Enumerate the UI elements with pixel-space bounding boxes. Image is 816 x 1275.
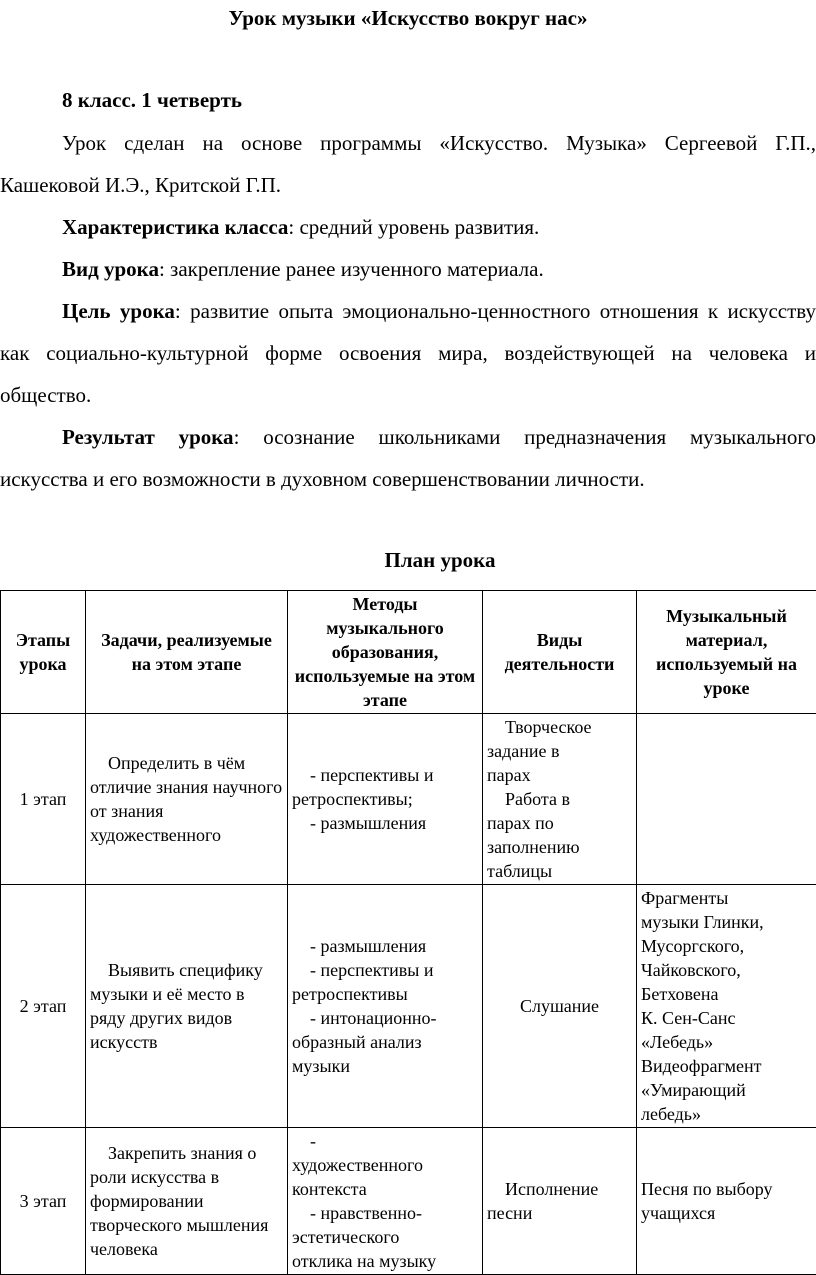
header-tasks: Задачи, реализуемые на этом этапе bbox=[86, 591, 288, 714]
methods-line: - bbox=[292, 1129, 478, 1153]
activities-cell bbox=[483, 714, 637, 885]
material-line: учащихся bbox=[641, 1201, 812, 1225]
page-title: Урок музыки «Искусство вокруг нас» bbox=[0, 6, 816, 31]
activity-line: песни bbox=[487, 1201, 632, 1225]
task-cell: Определить в чём отличие знания научного от знания художественного bbox=[86, 714, 288, 885]
header-methods: Методы музыкального образования, используемые на этом этапе bbox=[288, 591, 483, 714]
methods-line: музыки bbox=[292, 1054, 478, 1078]
material-line: лебедь» bbox=[641, 1102, 812, 1126]
stage-cell: 3 этап bbox=[1, 1128, 86, 1275]
table-row bbox=[1, 714, 816, 885]
lesson-type bbox=[0, 248, 816, 290]
goal-label: Цель урока bbox=[62, 299, 175, 323]
activity-line: задание в bbox=[487, 739, 632, 763]
methods-line: - перспективы и bbox=[292, 958, 478, 982]
goal-value: : развитие опыта эмоционально-ценностного отношения к искусству как социально-культурной форме освоения мира, воздействующей на человека и общество. bbox=[0, 299, 816, 407]
methods-line: художественного bbox=[292, 1153, 478, 1177]
methods-cell bbox=[288, 714, 483, 885]
result-value: : осознание школьниками предназначения музыкального искусства и его возможности в духовном совершенствовании личности. bbox=[0, 425, 816, 491]
lesson-plan-table bbox=[0, 590, 816, 1275]
task-cell: Закрепить знания о роли искусства в формировании творческого мышления человека bbox=[86, 1128, 288, 1275]
header-stage: Этапы урока bbox=[1, 591, 86, 714]
activity-line: парах по bbox=[487, 811, 632, 835]
methods-line: ретроспективы bbox=[292, 982, 478, 1006]
basis-paragraph bbox=[0, 122, 816, 206]
methods-cell bbox=[288, 885, 483, 1128]
grade-quarter: 8 класс. 1 четверть bbox=[62, 88, 242, 113]
material-line: музыки Глинки, bbox=[641, 910, 812, 934]
material-line: «Умирающий bbox=[641, 1078, 812, 1102]
methods-cell bbox=[288, 1128, 483, 1275]
methods-line: отклика на музыку bbox=[292, 1249, 478, 1273]
methods-line: - размышления bbox=[292, 811, 478, 835]
activity-line: Работа в bbox=[487, 787, 632, 811]
methods-line: ретроспективы; bbox=[292, 787, 478, 811]
material-line: Мусоргского, bbox=[641, 934, 812, 958]
activities-cell: Слушание bbox=[483, 885, 637, 1128]
lesson-type-label: Вид урока bbox=[62, 257, 159, 281]
material-line: Чайковского, bbox=[641, 958, 812, 982]
material-line: «Лебедь» bbox=[641, 1030, 812, 1054]
methods-line: - размышления bbox=[292, 934, 478, 958]
class-characteristic bbox=[0, 206, 816, 248]
table-row bbox=[1, 885, 816, 1128]
lesson-type-value: : закрепление ранее изученного материала. bbox=[159, 257, 544, 281]
material-line: Фрагменты bbox=[641, 886, 812, 910]
methods-line: эстетического bbox=[292, 1225, 478, 1249]
material-line: Бетховена bbox=[641, 982, 812, 1006]
lesson-result bbox=[0, 416, 816, 500]
result-label: Результат урока bbox=[62, 425, 234, 449]
stage-cell: 2 этап bbox=[1, 885, 86, 1128]
activity-line: Исполнение bbox=[487, 1177, 632, 1201]
material-cell bbox=[637, 885, 816, 1128]
methods-line: - нравственно- bbox=[292, 1201, 478, 1225]
material-line: Видеофрагмент bbox=[641, 1054, 812, 1078]
stage-cell: 1 этап bbox=[1, 714, 86, 885]
methods-line: образный анализ bbox=[292, 1030, 478, 1054]
header-material: Музыкальный материал, используемый на уроке bbox=[637, 591, 816, 714]
table-row bbox=[1, 1128, 816, 1275]
plan-title: План урока bbox=[0, 548, 816, 573]
activity-line: заполнению bbox=[487, 835, 632, 859]
header-activities: Виды деятельности bbox=[483, 591, 637, 714]
activity-line: парах bbox=[487, 763, 632, 787]
class-char-value: : средний уровень развития. bbox=[288, 215, 539, 239]
class-char-label: Характеристика класса bbox=[62, 215, 288, 239]
lesson-goal bbox=[0, 290, 816, 416]
material-line: К. Сен-Санс bbox=[641, 1006, 812, 1030]
methods-line: - интонационно- bbox=[292, 1006, 478, 1030]
activity-line: таблицы bbox=[487, 859, 632, 883]
material-cell bbox=[637, 1128, 816, 1275]
methods-line: контекста bbox=[292, 1177, 478, 1201]
activities-cell bbox=[483, 1128, 637, 1275]
activity-line: Творческое bbox=[487, 715, 632, 739]
task-cell: Выявить специфику музыки и её место в ряду других видов искусств bbox=[86, 885, 288, 1128]
table-header-row bbox=[1, 591, 816, 714]
basis-text: Урок сделан на основе программы «Искусство. Музыка» Сергеевой Г.П., Кашековой И.Э., Критской Г.П. bbox=[0, 122, 816, 206]
material-cell bbox=[637, 714, 816, 885]
material-line: Песня по выбору bbox=[641, 1177, 812, 1201]
methods-line: - перспективы и bbox=[292, 763, 478, 787]
